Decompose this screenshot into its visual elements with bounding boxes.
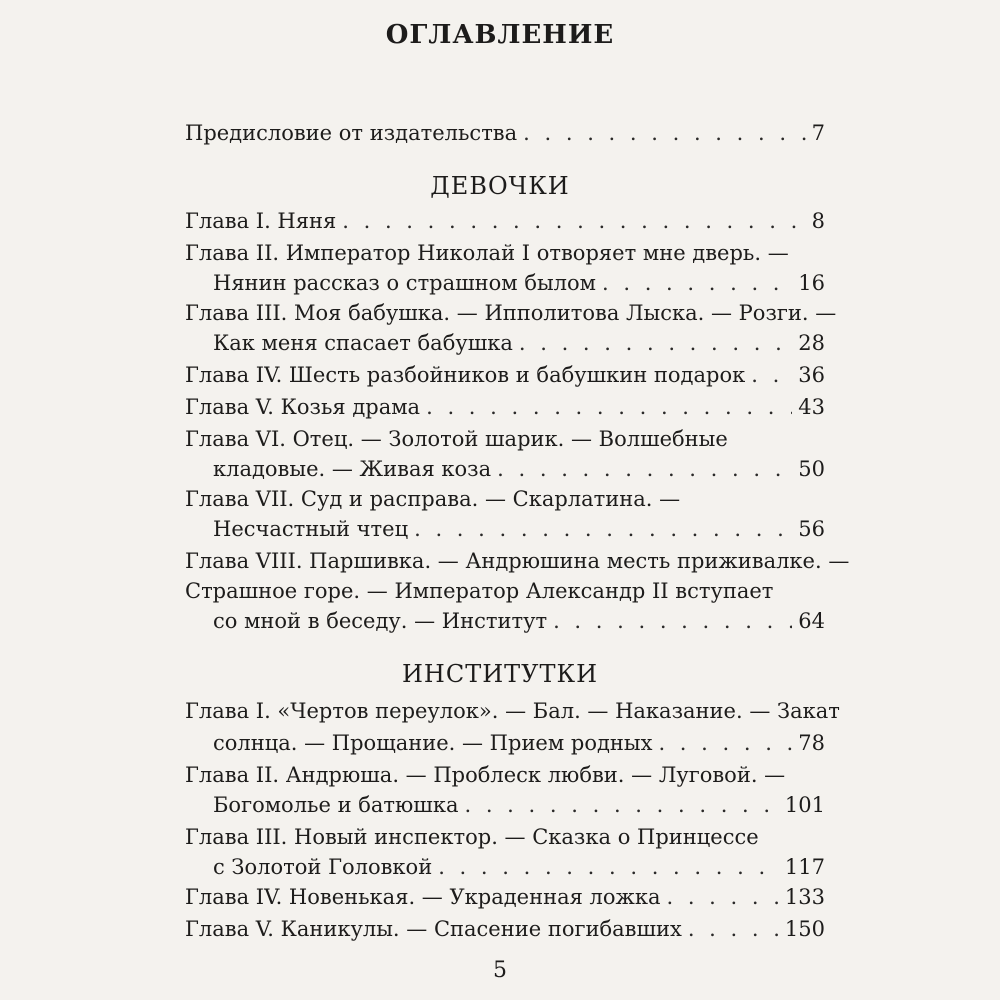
leader-dots [688,916,779,942]
entry-text: кладовые. — Живая коза [213,457,492,481]
entry-line: Глава II. Андрюша. — Проблеск любви. — Луговой. — [185,763,786,787]
leader-dots [464,792,778,818]
entry-page: 133 [784,885,825,909]
section-heading-devochki: ДЕВОЧКИ [430,172,570,200]
leader-dots [426,394,792,420]
entry-text: солнца. — Прощание. — Прием родных [213,731,653,755]
entry-text: Глава IV. Шесть разбойников и бабушкин подарок [185,363,746,387]
entry-text: с Золотой Головкой [213,855,433,879]
entry-line: Глава VII. Суд и расправа. — Скарлатина. — [185,487,681,511]
leader-dots [414,516,792,542]
toc-entry [185,206,825,234]
section-heading-institutki: ИНСТИТУТКИ [401,660,599,688]
page-number: 5 [493,958,507,983]
entry-line: Глава III. Моя бабушка. — Ипполитова Лыска. — Розги. — [185,301,837,325]
entry-text: Несчастный чтец [213,517,409,541]
leader-dots [602,270,792,296]
entry-text: Глава V. Козья драма [185,395,421,419]
entry-page: 8 [811,209,825,233]
toc-entry [213,606,825,634]
leader-dots [438,854,779,880]
entry-text: со мной в беседу. — Институт [213,609,548,633]
toc-entry [185,882,825,910]
leader-dots [497,456,792,482]
toc-entry [213,852,825,880]
toc-entry [213,790,825,818]
toc-title: ОГЛАВЛЕНИЕ [385,20,615,50]
entry-line: Глава VIII. Паршивка. — Андрюшина месть приживалке. — [185,549,850,573]
entry-line: Глава VI. Отец. — Золотой шарик. — Волшебные [185,427,728,451]
leader-dots [666,884,778,910]
entry-line: Глава I. «Чертов переулок». — Бал. — Наказание. — Закат [185,699,840,723]
entry-text: Нянин рассказ о страшном былом [213,271,596,295]
entry-page: 7 [811,121,825,145]
toc-entry [185,914,825,942]
leader-dots [342,208,805,234]
toc-entry-preface [185,118,825,146]
entry-page: 50 [798,457,825,481]
entry-text: Как меня спасает бабушка [213,331,513,355]
leader-dots [658,730,792,756]
entry-text: Глава I. Няня [185,209,337,233]
entry-page: 117 [784,855,825,879]
entry-page: 150 [784,917,825,941]
toc-entry [185,392,825,420]
toc-entry [213,328,825,356]
toc-entry [185,360,825,388]
leader-dots [523,120,805,146]
entry-page: 56 [798,517,825,541]
entry-text: Глава V. Каникулы. — Спасение погибавших [185,917,682,941]
toc-entry [213,728,825,756]
toc-entry [213,514,825,542]
entry-line: Глава III. Новый инспектор. — Сказка о Принцессе [185,825,759,849]
entry-page: 64 [798,609,825,633]
entry-text: Глава IV. Новенькая. — Украденная ложка [185,885,661,909]
entry-page: 16 [798,271,825,295]
entry-line: Страшное горе. — Император Александр II вступает [185,579,774,603]
entry-page: 101 [784,793,825,817]
entry-text: Богомолье и батюшка [213,793,459,817]
entry-page: 43 [798,395,825,419]
entry-page: 78 [798,731,825,755]
leader-dots [553,608,792,634]
entry-text: Предисловие от издательства [185,121,518,145]
entry-page: 36 [798,363,825,387]
leader-dots [751,362,792,388]
entry-line: Глава II. Император Николай I отворяет мне дверь. — [185,241,789,265]
leader-dots [519,330,792,356]
toc-entry [213,454,825,482]
toc-entry [213,268,825,296]
entry-page: 28 [798,331,825,355]
